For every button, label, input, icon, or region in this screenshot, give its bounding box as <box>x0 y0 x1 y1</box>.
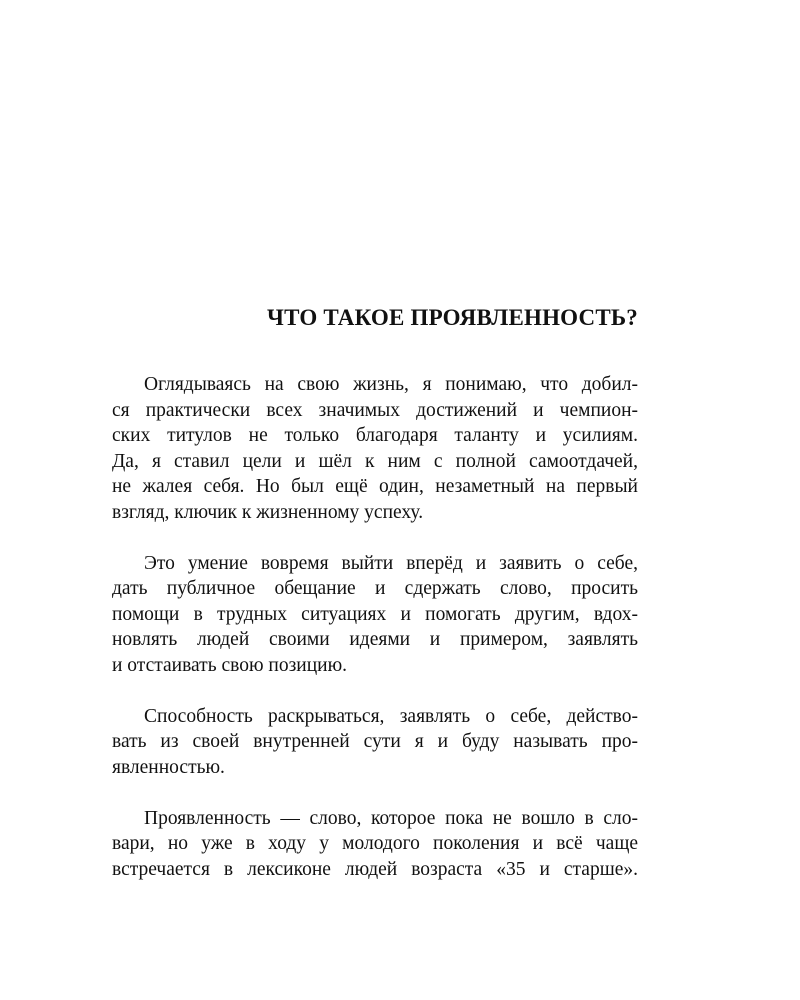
text-line: встречается в лексиконе людей возраста «35 и старше». <box>112 858 638 880</box>
text-line: и отстаивать свою позицию. <box>112 654 348 676</box>
text-line: новлять людей своими идеями и примером, заявлять <box>112 629 638 650</box>
text-line: вари, но уже в ходу у молодого поколения и всё чаще <box>112 833 638 854</box>
paragraph <box>112 551 638 679</box>
text-line: помощи в трудных ситуациях и помогать другим, вдох- <box>112 603 638 625</box>
text-line: дать публичное обещание и сдержать слово, просить <box>112 578 638 599</box>
text-line: Оглядываясь на свою жизнь, я понимаю, что добил- <box>144 374 638 395</box>
text-line: взгляд, ключик к жизненному успеху. <box>112 501 424 523</box>
text-line: ся практически всех значимых достижений и чемпион- <box>112 399 638 421</box>
paragraph <box>112 372 638 525</box>
text-line: Проявленность — слово, которое пока не вошло в сло- <box>144 807 638 829</box>
text-line: вать из своей внутренней сути я и буду называть про- <box>112 731 638 752</box>
text-line: явленностью. <box>112 756 225 778</box>
text-line: Способность раскрываться, заявлять о себе, действо- <box>144 705 638 727</box>
body-text <box>112 372 638 908</box>
chapter-heading: ЧТО ТАКОЕ ПРОЯВЛЕННОСТЬ? <box>267 305 638 331</box>
text-line: ских титулов не только благодаря таланту и усилиям. <box>112 425 638 446</box>
paragraph <box>112 704 638 781</box>
paragraph <box>112 806 638 883</box>
text-line: Да, я ставил цели и шёл к ним с полной самоотдачей, <box>112 450 638 472</box>
text-line: не жалея себя. Но был ещё один, незаметный на первый <box>112 476 638 497</box>
text-line: Это умение вовремя выйти вперёд и заявить о себе, <box>144 552 638 574</box>
